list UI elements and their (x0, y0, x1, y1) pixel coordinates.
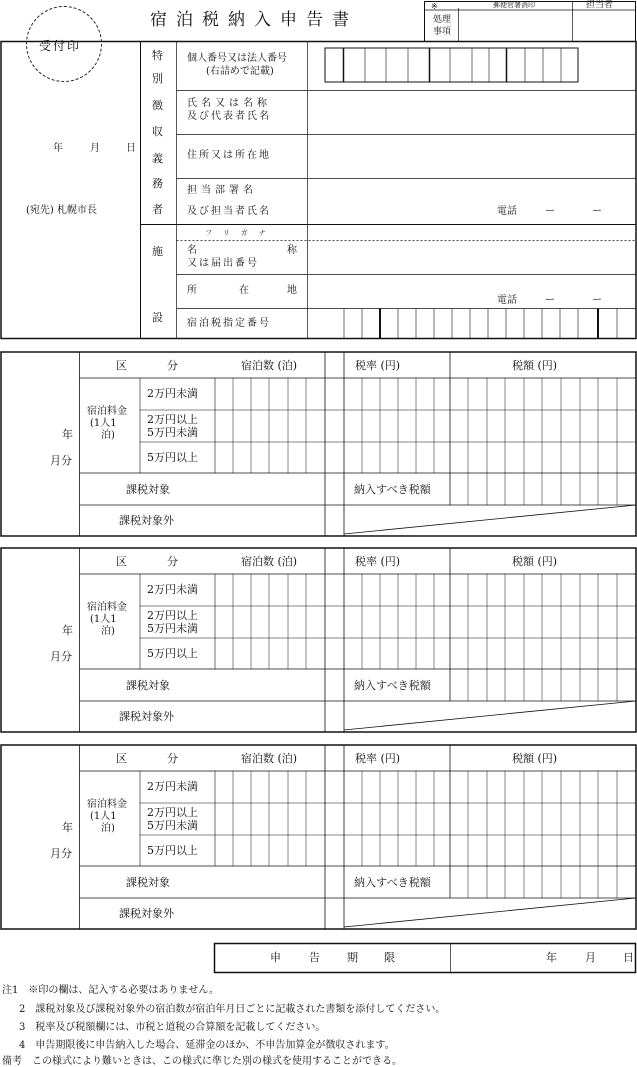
col-category-2: 分 (167, 555, 178, 568)
location-label-1: 所 (187, 285, 197, 296)
representative-label: 及び代表者氏名 (187, 111, 271, 122)
row-nontaxable: 課税対象外 (119, 710, 174, 723)
mark-asterisk: ※ (431, 2, 438, 11)
col-rate-header: 税率 (円) (355, 752, 401, 765)
row-over-50k: 5万円以上 (147, 844, 198, 857)
fee-label: 宿泊料金 (87, 602, 127, 613)
row-nontaxable: 課税対象外 (119, 907, 174, 920)
row-taxable: 課税対象 (126, 679, 170, 692)
row-under-20k: 2万円未満 (147, 780, 198, 793)
deadline-label-4: 限 (384, 951, 395, 964)
note-2: 2 課税対象及び課税対象外の宿泊数が宿泊年月日ごとに記載された書類を添付してください。 (19, 1004, 446, 1015)
row-under-20k: 2万円未満 (147, 583, 198, 596)
date-day: 日 (126, 143, 136, 154)
facility-name-label-2: 称 (287, 245, 297, 256)
fee-label: 泊) (101, 823, 115, 834)
period-year: 年 (62, 428, 73, 441)
fee-label: (1人1 (90, 418, 117, 429)
col-nights-header: 宿泊数 (泊) (241, 359, 298, 372)
fee-label: (1人1 (90, 614, 117, 625)
deadline-label-2: 告 (309, 951, 320, 964)
fee-label: 宿泊料金 (87, 799, 127, 810)
processing-label-1: 処理 (433, 15, 452, 25)
col-rate-header: 税率 (円) (355, 359, 401, 372)
remarks: 備考 この様式により難いときは、この様式に準じた別の様式を使用することができる。 (2, 1056, 402, 1067)
reception-stamp-label: 受付印 (39, 39, 82, 53)
designation-number-label: 宿泊税指定番号 (187, 318, 271, 329)
col-nights-header: 宿泊数 (泊) (241, 555, 298, 568)
fee-label: 泊) (101, 626, 115, 637)
staff-label: 及び担当者氏名 (187, 206, 271, 217)
note-1: 注1 ※印の欄は、記入する必要はありません。 (2, 985, 219, 996)
period-year: 年 (62, 821, 73, 834)
deadline-label-1: 申 (270, 951, 281, 964)
period-month: 月分 (50, 454, 72, 467)
collector-vlabel: 務 (152, 177, 163, 190)
row-over-50k: 5万円以上 (147, 451, 198, 464)
row-taxable: 課税対象 (126, 483, 170, 496)
form-title: 宿泊税納入申告書 (150, 10, 358, 30)
collector-vlabel: 徴 (152, 99, 163, 112)
facility-vlabel: 施 (152, 245, 163, 258)
fee-label: (1人1 (90, 811, 117, 822)
number-label-note: (右詰めで記載) (206, 66, 274, 77)
deadline-day: 日 (623, 951, 634, 964)
row-20k-50k: 2万円以上 (147, 806, 198, 819)
row-20k-50k: 2万円以上 (147, 413, 198, 426)
col-amount-header: 税額 (円) (512, 752, 558, 765)
col-amount-header: 税額 (円) (512, 359, 558, 372)
row-taxable: 課税対象 (126, 876, 170, 889)
payable-tax-label: 納入すべき税額 (354, 876, 431, 889)
row-20k-50k-2: 5万円未満 (147, 426, 198, 439)
facility-name-label: 名 (187, 245, 197, 256)
addressee: (宛先) 札幌市長 (26, 205, 97, 216)
phone-dash: ー (592, 295, 602, 306)
period-year: 年 (62, 624, 73, 637)
col-category-2: 分 (167, 752, 178, 765)
collector-vlabel: 収 (152, 125, 163, 138)
row-under-20k: 2万円未満 (147, 387, 198, 400)
col-category-2: 分 (167, 359, 178, 372)
deadline-label-3: 期 (347, 951, 358, 964)
row-20k-50k: 2万円以上 (147, 609, 198, 622)
collector-vlabel: 別 (152, 72, 163, 85)
col-category-1: 区 (116, 359, 127, 372)
phone-dash: ー (545, 295, 555, 306)
payable-tax-label: 納入すべき税額 (354, 483, 431, 496)
location-label-2: 在 (239, 285, 249, 296)
row-nontaxable: 課税対象外 (119, 514, 174, 527)
address-label: 住所又は所在地 (187, 150, 271, 161)
col-category-1: 区 (116, 752, 127, 765)
notification-number-label: 又は届出番号 (187, 258, 259, 269)
note-4: 4 申告期限後に申告納入した場合、延滞金のほか、不申告加算金が徴収されます。 (19, 1040, 395, 1051)
fee-label: 泊) (101, 430, 115, 441)
deadline-year: 年 (546, 951, 557, 964)
location-label-3: 地 (287, 285, 297, 296)
name-label: 氏名又は名称 (187, 98, 271, 109)
collector-vlabel: 者 (152, 203, 163, 216)
dept-label: 担当部署名 (187, 185, 257, 196)
postal-stamp-label: 郵便官署消印 (493, 1, 535, 9)
fee-label: 宿泊料金 (87, 406, 127, 417)
deadline-month: 月 (585, 951, 596, 964)
phone-dash: ー (545, 206, 555, 217)
payable-tax-label: 納入すべき税額 (354, 679, 431, 692)
note-3: 3 税率及び税額欄には、市税と道税の合算額を記載してください。 (19, 1022, 326, 1033)
person-in-charge-label: 担当者 (586, 0, 614, 10)
col-category-1: 区 (116, 555, 127, 568)
period-month: 月分 (50, 847, 72, 860)
period-month: 月分 (50, 650, 72, 663)
row-over-50k: 5万円以上 (147, 647, 198, 660)
row-20k-50k-2: 5万円未満 (147, 819, 198, 832)
collector-vlabel: 特 (152, 49, 163, 62)
facility-phone-label: 電話 (497, 295, 517, 306)
row-20k-50k-2: 5万円未満 (147, 622, 198, 635)
phone-dash: ー (592, 206, 602, 217)
col-rate-header: 税率 (円) (355, 555, 401, 568)
facility-vlabel: 設 (152, 311, 163, 324)
number-label: 個人番号又は法人番号 (187, 53, 287, 64)
col-nights-header: 宿泊数 (泊) (241, 752, 298, 765)
furigana-label: フリガナ (205, 229, 277, 237)
collector-vlabel: 義 (152, 152, 163, 165)
processing-label-2: 事項 (433, 27, 452, 37)
date-year: 年 (53, 143, 63, 154)
collector-phone-label: 電話 (497, 206, 517, 217)
date-month: 月 (90, 143, 100, 154)
col-amount-header: 税額 (円) (512, 555, 558, 568)
